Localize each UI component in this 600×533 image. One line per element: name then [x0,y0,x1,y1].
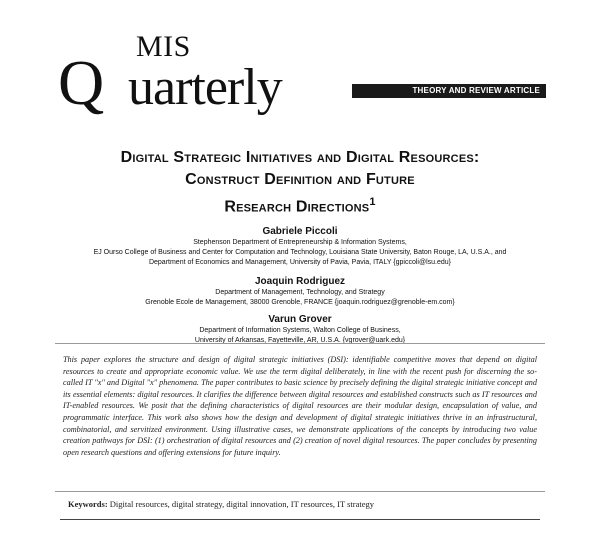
title-line-3: Research Directions$^1$ [224,196,376,216]
author-block-3 [40,313,560,346]
bottom-divider [60,519,540,520]
author-affiliation-line: Department of Economics and Management, University of Pavia, Pavia, ITALY {gpiccoli@lsu.edu} [148,259,452,266]
abstract-text: This paper explores the structure and design of digital strategic initiatives (DSI): identifiable competitive moves that depend on digital resources to create and appropriate economic value. We use the term digital deliberately, in line with the recent push for discerning the so-called IT "x" and Digital "x" phenomena. The paper contributes to basic science by precisely defining the digital strategic initiative concept and its essential elements: digital resources. It clarifies the difference between digital resources and established constructs such as IT resources and IT-enabled resources. We posit that the defining characteristics of digital resources are their modular design, encapsulation of value, and programmatic interface. This work also shows how the design and development of digital strategic initiatives thrive in an infrastructural, combinatorial, and servitized environment. Using illustrative cases, we demonstrate applications of the concepts by introducing two value creation pathways for DSI: (1) orchestration of digital resources and (2) creation of novel digital resources. The paper concludes by presenting open research questions and offering extensions for future inquiry. [63,355,537,457]
abstract-box [55,343,545,492]
title-line-1: Digital Strategic Initiatives and Digital Resources: [120,149,480,166]
author-affiliation-line: Stephenson Department of Entrepreneurship & Information Systems, [193,239,407,246]
logo-quarterly-text: uarterly [128,59,282,116]
author-name: Varun Grover [268,314,332,325]
journal-logo [58,32,318,122]
author-affiliation-line: Department of Information Systems, Walton College of Business, [199,327,401,334]
author-affiliation-line: Grenoble Ecole de Management, 38000 Grenoble, FRANCE {joaquin.rodriguez@grenoble-em.com} [145,299,455,306]
title-line-2: Construct Definition and Future [185,171,415,188]
author-name: Joaquin Rodriguez [255,276,345,287]
paper-title [40,147,560,218]
author-affiliation-line: EJ Ourso College of Business and Center for Computation and Technology, Louisiana State University, Baton Rouge, LA, U.S.A., and [93,249,507,256]
logo-q-letter: Q [58,47,103,118]
author-block-1 [40,225,560,268]
author-affiliation-line: Department of Management, Technology, and Strategy [215,289,385,296]
keywords-text: Digital resources, digital strategy, digital innovation, IT resources, IT strategy [109,499,375,509]
author-block-2 [40,275,560,308]
keywords-line [68,499,538,510]
title-footnote-mark: 1 [369,196,376,208]
logo-mis-text: MIS [136,30,191,63]
keywords-label: Keywords: [68,499,108,509]
article-type-banner: THEORY AND REVIEW ARTICLE [352,84,546,98]
author-name: Gabriele Piccoli [262,226,338,237]
author-affiliation-line: University of Arkansas, Fayetteville, AR, U.S.A. {vgrover@uark.edu} [194,337,406,344]
